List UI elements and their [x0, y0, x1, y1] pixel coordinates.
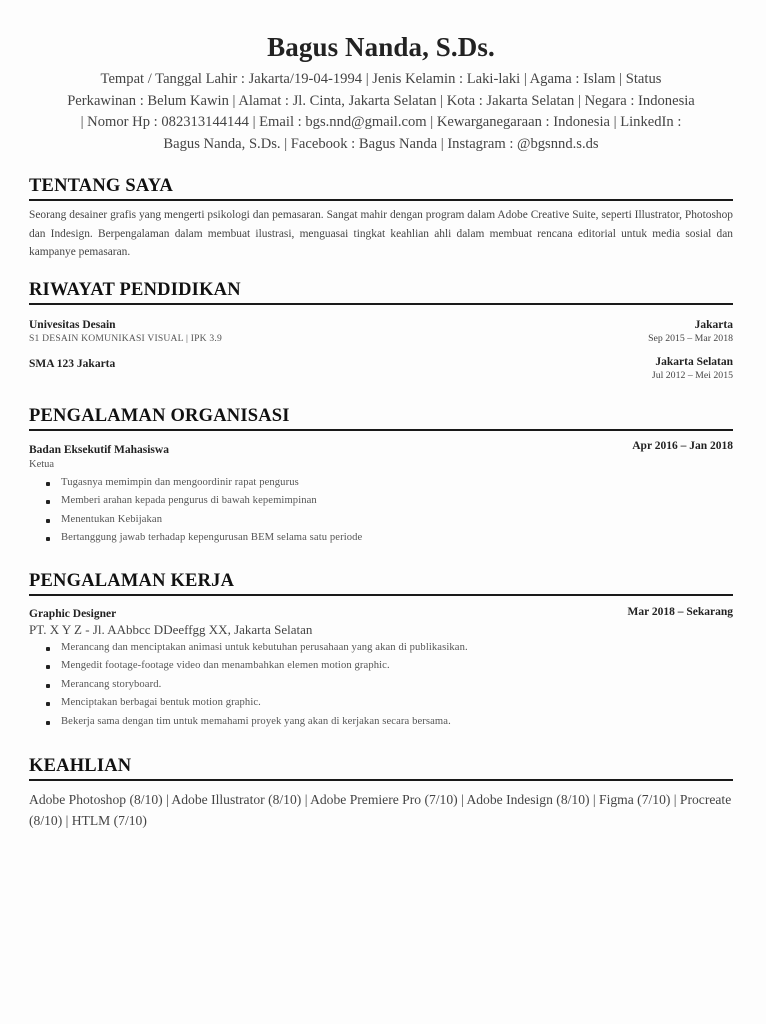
about-text: Seorang desainer grafis yang mengerti psikologi dan pemasaran. Sangat mahir dengan program dalam Adobe Creative Suite, seperti Illustrator, Photoshop dan Indesign. Berpengalaman dalam membuat ilustrasi, menguasai tingkat keahlian ahli dalam membuat rencana editorial untuk media sosial dan kampanye pemasaran. — [29, 209, 733, 258]
education-detail: S1 DESAIN KOMUNIKASI VISUAL | IPK 3.9 — [29, 332, 222, 344]
list-item: Mengedit footage-footage video dan menambahkan elemen motion graphic. — [46, 657, 733, 676]
section-about — [29, 175, 733, 262]
bullet-icon — [46, 500, 50, 504]
education-location: Jakarta — [694, 318, 733, 331]
section-title-organization: PENGALAMAN ORGANISASI — [29, 405, 733, 431]
bullet-icon — [46, 647, 50, 651]
contact-info: Tempat / Tanggal Lahir : Jakarta/19-04-1994 | Jenis Kelamin : Laki-laki | Agama : Islam | Status Perkawinan : Belum Kawin | Alamat : Jl. Cinta, Jakarta Selatan | Kota : Jakarta Selatan | Negara : Indonesia | Nomor Hp : 082313144144 | Email : bgs.nnd@gmail.com | Kewarganegaraan : Indonesia | LinkedIn : Bagus Nanda, S.Ds. | Facebook : Bagus Nanda | Instagram : @bgsnnd.s.ds — [67, 71, 695, 152]
section-education — [29, 279, 733, 383]
organization-period: Apr 2016 – Jan 2018 — [632, 439, 733, 452]
education-institution: Univesitas Desain — [29, 318, 116, 331]
list-item: Tugasnya memimpin dan mengoordinir rapat pengurus — [46, 474, 733, 493]
work-company: PT. X Y Z - Jl. AAbbcc DDeeffgg XX, Jakarta Selatan — [29, 621, 313, 637]
list-item: Bertanggung jawab terhadap kepengurusan BEM selama satu periode — [46, 529, 733, 548]
list-item: Merancang dan menciptakan animasi untuk kebutuhan perusahaan yang akan di publikasikan. — [46, 639, 733, 658]
skills-text: Adobe Photoshop (8/10) | Adobe Illustrator (8/10) | Adobe Premiere Pro (7/10) | Adobe Indesign (8/10) | Figma (7/10) | Procreate (8/10) | HTLM (7/10) — [29, 792, 732, 828]
resume-header — [29, 0, 733, 155]
section-title-education: RIWAYAT PENDIDIKAN — [29, 279, 733, 305]
education-entry — [29, 318, 733, 346]
work-period: Mar 2018 – Sekarang — [627, 605, 733, 618]
list-item: Menentukan Kebijakan — [46, 511, 733, 530]
education-entry — [29, 355, 733, 383]
list-item: Merancang storyboard. — [46, 676, 733, 695]
candidate-name: Bagus Nanda, S.Ds. — [267, 32, 495, 62]
work-position: Graphic Designer — [29, 607, 117, 620]
bullet-icon — [46, 721, 50, 725]
organization-name: Badan Eksekutif Mahasiswa — [29, 443, 169, 456]
organization-entry — [29, 439, 733, 548]
organization-bullets — [29, 474, 733, 548]
education-period: Jul 2012 – Mei 2015 — [651, 369, 733, 381]
education-location: Jakarta Selatan — [655, 355, 733, 368]
section-skills — [29, 755, 733, 831]
list-item: Memberi arahan kepada pengurus di bawah kepemimpinan — [46, 492, 733, 511]
organization-role: Ketua — [29, 458, 55, 470]
work-entry — [29, 607, 733, 732]
section-title-work: PENGALAMAN KERJA — [29, 570, 733, 596]
education-institution: SMA 123 Jakarta — [29, 357, 116, 370]
section-work — [29, 570, 733, 732]
education-list — [29, 318, 733, 383]
section-title-about: TENTANG SAYA — [29, 175, 733, 201]
bullet-icon — [46, 684, 50, 688]
list-item: Bekerja sama dengan tim untuk memahami proyek yang akan di kerjakan secara bersama. — [46, 713, 733, 732]
bullet-icon — [46, 519, 50, 523]
section-organization — [29, 405, 733, 548]
work-bullets — [29, 639, 733, 732]
education-period: Sep 2015 – Mar 2018 — [648, 332, 733, 344]
bullet-icon — [46, 482, 50, 486]
bullet-icon — [46, 702, 50, 706]
list-item: Menciptakan berbagai bentuk motion graphic. — [46, 694, 733, 713]
bullet-icon — [46, 537, 50, 541]
bullet-icon — [46, 665, 50, 669]
section-title-skills: KEAHLIAN — [29, 755, 733, 781]
